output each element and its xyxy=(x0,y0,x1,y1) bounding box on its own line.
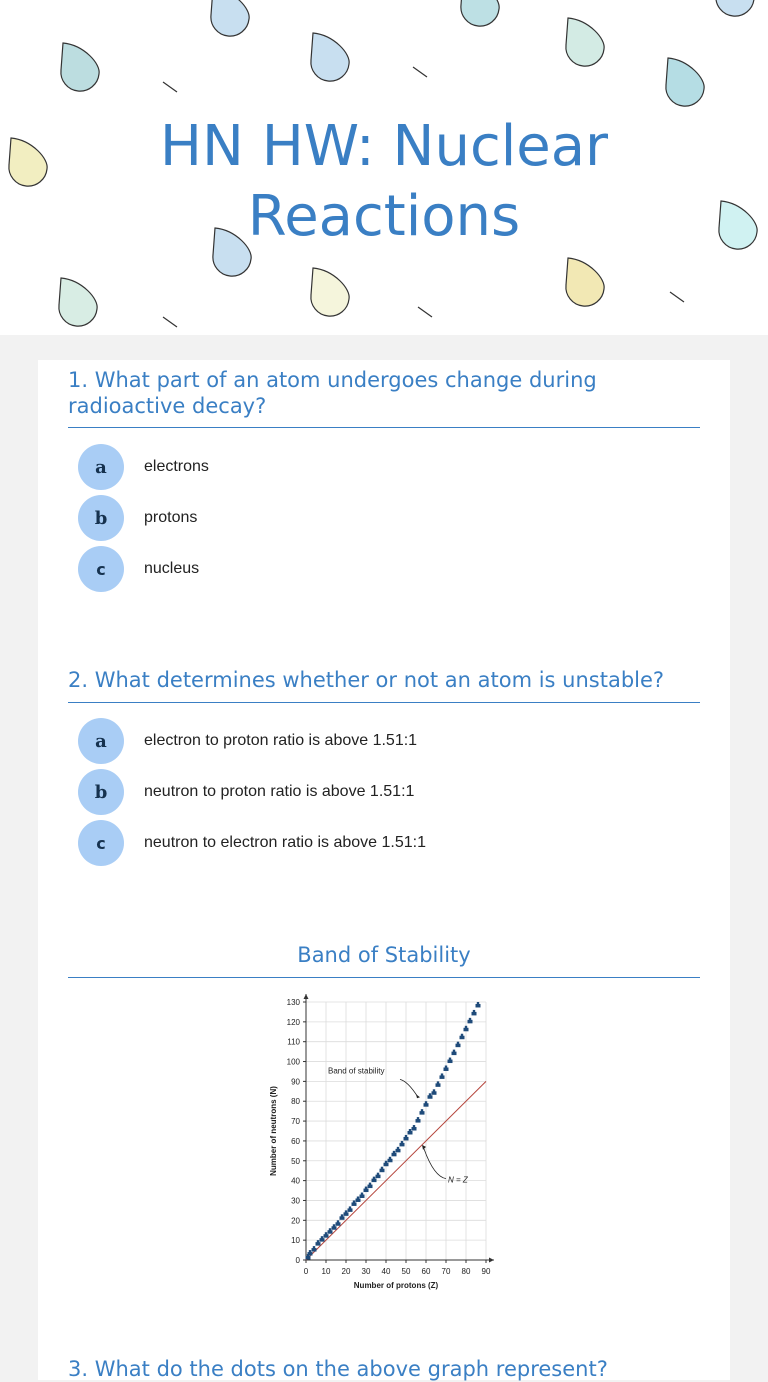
q1-option-c[interactable] xyxy=(78,546,678,592)
data-point xyxy=(433,1089,435,1092)
raindrop-shape xyxy=(59,278,97,326)
data-point xyxy=(465,1026,467,1029)
option-letter-badge: c xyxy=(78,546,124,592)
question-2-divider xyxy=(68,702,700,703)
option-text: electron to proton ratio is above 1.51:1 xyxy=(144,732,418,749)
raindrop-tip xyxy=(413,67,427,77)
y-tick-label: 0 xyxy=(295,1256,300,1265)
data-point xyxy=(313,1246,315,1249)
q1-option-a[interactable] xyxy=(78,444,678,490)
raindrop-shape xyxy=(566,258,604,306)
raindrop-shape xyxy=(716,0,754,16)
data-point xyxy=(349,1206,351,1209)
raindrop-shape xyxy=(311,33,349,81)
raindrop-shape xyxy=(211,0,249,36)
y-tick-label: 40 xyxy=(291,1176,300,1186)
data-point xyxy=(397,1147,399,1150)
y-tick-label: 100 xyxy=(286,1057,300,1067)
y-tick-label: 20 xyxy=(291,1216,300,1226)
band-of-stability-chart xyxy=(228,990,508,1300)
question-1-text: 1. What part of an atom undergoes change during radioactive decay? xyxy=(68,368,597,418)
data-point xyxy=(453,1050,455,1053)
data-point xyxy=(473,1010,475,1013)
x-tick-label: 60 xyxy=(421,1267,431,1276)
data-point xyxy=(437,1081,439,1084)
figure-heading: Band of Stability xyxy=(297,943,471,967)
data-point xyxy=(309,1250,311,1253)
option-text: neutron to proton ratio is above 1.51:1 xyxy=(144,783,415,800)
data-point xyxy=(341,1214,343,1217)
x-axis-label: Number of protons (Z) xyxy=(353,1281,439,1290)
question-1-divider xyxy=(68,427,700,428)
option-text: neutron to electron ratio is above 1.51:1 xyxy=(144,834,426,851)
data-point xyxy=(337,1220,339,1223)
option-text: protons xyxy=(144,509,198,526)
data-point xyxy=(401,1141,403,1144)
x-tick-label: 0 xyxy=(303,1267,309,1276)
q1-option-b[interactable] xyxy=(78,495,678,541)
annotation-arrowhead xyxy=(416,1094,420,1098)
annotation-arrow xyxy=(400,1079,418,1097)
y-tick-label: 80 xyxy=(291,1097,300,1107)
data-point xyxy=(417,1117,419,1120)
data-point xyxy=(353,1200,355,1203)
data-point xyxy=(333,1224,335,1227)
data-point xyxy=(317,1240,319,1243)
x-tick-label: 70 xyxy=(441,1267,451,1276)
option-text: electrons xyxy=(144,458,209,475)
x-tick-label: 10 xyxy=(321,1267,331,1276)
y-axis-label: Number of neutrons (N) xyxy=(269,1086,278,1176)
data-point xyxy=(413,1125,415,1128)
y-tick-label: 10 xyxy=(291,1236,300,1246)
y-tick-label: 50 xyxy=(291,1156,300,1166)
data-point xyxy=(393,1151,395,1154)
data-point xyxy=(441,1073,443,1076)
question-3-text: 3. What do the dots on the above graph represent? xyxy=(68,1357,608,1381)
data-point xyxy=(345,1210,347,1213)
data-point xyxy=(361,1193,363,1196)
q2-option-b[interactable] xyxy=(78,769,678,815)
data-point xyxy=(377,1173,379,1176)
y-axis-arrow xyxy=(304,994,309,999)
option-letter-badge: a xyxy=(78,718,124,764)
data-point xyxy=(369,1183,371,1186)
q2-option-a[interactable] xyxy=(78,718,678,764)
option-letter-badge: a xyxy=(78,444,124,490)
data-point xyxy=(469,1018,471,1021)
raindrop-tip xyxy=(418,307,432,317)
figure-divider xyxy=(68,977,700,978)
annotation-arrow xyxy=(424,1149,446,1179)
data-point xyxy=(449,1058,451,1061)
data-point xyxy=(425,1101,427,1104)
q2-option-c[interactable] xyxy=(78,820,678,866)
raindrop-tip xyxy=(163,317,177,327)
y-tick-label: 120 xyxy=(286,1017,300,1027)
y-tick-label: 130 xyxy=(286,998,300,1007)
question-2-text: 2. What determines whether or not an atom is unstable? xyxy=(68,668,665,692)
data-point xyxy=(385,1161,387,1164)
raindrop-shape xyxy=(666,58,704,106)
y-tick-label: 30 xyxy=(291,1196,300,1206)
title-line-2: Reactions xyxy=(247,184,521,249)
raindrop-tip xyxy=(163,82,177,92)
y-tick-label: 110 xyxy=(287,1037,300,1047)
y-tick-label: 70 xyxy=(291,1117,300,1127)
data-point xyxy=(457,1042,459,1045)
data-point xyxy=(445,1066,447,1069)
data-point xyxy=(329,1228,331,1231)
annotation-n-equals-z: N = Z xyxy=(448,1175,468,1185)
x-tick-label: 50 xyxy=(401,1267,411,1276)
raindrop-shape xyxy=(566,18,604,66)
page-title xyxy=(0,112,768,252)
header-banner xyxy=(0,0,768,335)
raindrop-shape xyxy=(311,268,349,316)
data-point xyxy=(405,1135,407,1138)
x-axis-arrow xyxy=(489,1258,494,1263)
data-point xyxy=(429,1093,431,1096)
data-point xyxy=(477,1002,479,1005)
option-text: nucleus xyxy=(144,560,200,577)
data-point xyxy=(321,1236,323,1239)
y-tick-label: 60 xyxy=(291,1136,300,1146)
x-tick-label: 40 xyxy=(381,1267,391,1276)
data-point xyxy=(325,1232,327,1235)
series-line-n-equals-z xyxy=(306,1081,486,1260)
data-point xyxy=(381,1167,383,1170)
x-tick-label: 80 xyxy=(461,1267,471,1276)
x-tick-label: 90 xyxy=(481,1267,491,1276)
data-point xyxy=(421,1109,423,1112)
y-tick-label: 90 xyxy=(291,1077,300,1087)
data-point xyxy=(357,1196,359,1199)
annotation-band-of-stability: Band of stability xyxy=(328,1066,385,1076)
title-line-1: HN HW: Nuclear xyxy=(159,114,609,179)
raindrop-shape xyxy=(61,43,99,91)
data-point xyxy=(409,1129,411,1132)
data-point xyxy=(373,1177,375,1180)
option-letter-badge: c xyxy=(78,820,124,866)
x-tick-label: 30 xyxy=(361,1267,371,1276)
option-letter-badge: b xyxy=(78,769,124,815)
raindrop-tip xyxy=(670,292,684,302)
data-point xyxy=(389,1157,391,1160)
raindrop-shape xyxy=(461,0,499,26)
option-letter-badge: b xyxy=(78,495,124,541)
data-point xyxy=(461,1034,463,1037)
x-tick-label: 20 xyxy=(341,1267,351,1276)
data-point xyxy=(365,1187,367,1190)
